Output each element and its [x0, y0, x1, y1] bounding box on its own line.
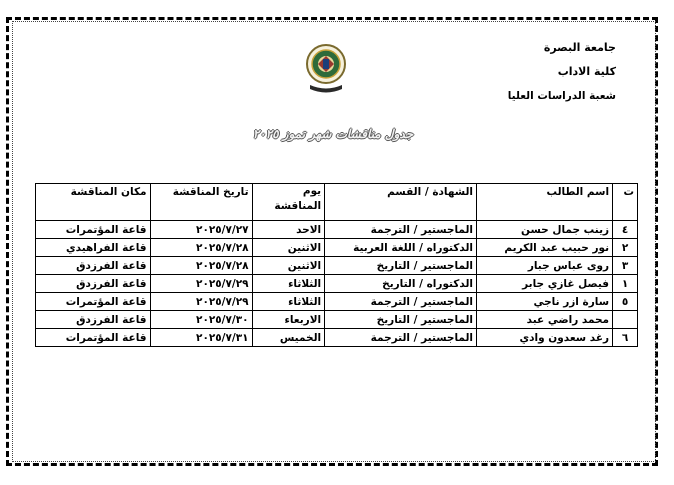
- cell-number: ٤: [613, 221, 638, 239]
- cell-student-name: نور حبيب عبد الكريم: [477, 239, 613, 257]
- cell-student-name: سارة ازر ناجي: [477, 293, 613, 311]
- table-row: [36, 293, 638, 311]
- table-row: [36, 275, 638, 293]
- cell-degree-department: الماجستير / التاريخ: [325, 257, 477, 275]
- institution-header: [486, 36, 616, 108]
- cell-day: الثلاثاء: [252, 293, 325, 311]
- header-defense-day: يوم المناقشة: [252, 184, 325, 221]
- cell-student-name: رغد سعدون وادي: [477, 329, 613, 347]
- cell-date: ٢٠٢٥/٧/٢٧: [150, 221, 252, 239]
- cell-number: ٦: [613, 329, 638, 347]
- schedule-title: جدول مناقشات شهر تموز ٢٠٢٥: [252, 127, 414, 141]
- cell-place: قاعة المؤتمرات: [36, 293, 151, 311]
- table-row: [36, 239, 638, 257]
- cell-date: ٢٠٢٥/٧/٣٠: [150, 311, 252, 329]
- cell-date: ٢٠٢٥/٧/٣١: [150, 329, 252, 347]
- cell-student-name: فيصل غازي جابر: [477, 275, 613, 293]
- department-name: شعبة الدراسات العليا: [507, 90, 616, 102]
- cell-place: قاعة الفراهيدي: [36, 239, 151, 257]
- cell-number: ٥: [613, 293, 638, 311]
- cell-date: ٢٠٢٥/٧/٢٩: [150, 293, 252, 311]
- college-name: كلية الاداب: [557, 65, 616, 78]
- header-defense-date: تاريخ المناقشة: [150, 184, 252, 221]
- university-logo-icon: [304, 40, 348, 100]
- cell-day: الخميس: [252, 329, 325, 347]
- cell-degree-department: الماجستير / الترجمة: [325, 293, 477, 311]
- cell-place: قاعة الفرزدق: [36, 311, 151, 329]
- header-degree-department: الشهادة / القسم: [325, 184, 477, 221]
- cell-place: قاعة المؤتمرات: [36, 221, 151, 239]
- cell-date: ٢٠٢٥/٧/٢٨: [150, 257, 252, 275]
- table-row: [36, 221, 638, 239]
- cell-number: ١: [613, 275, 638, 293]
- cell-day: الاثنين: [252, 239, 325, 257]
- cell-place: قاعة الفرزدق: [36, 257, 151, 275]
- cell-student-name: روى عباس جبار: [477, 257, 613, 275]
- cell-place: قاعة الفرزدق: [36, 275, 151, 293]
- cell-degree-department: الماجستير / الترجمة: [325, 329, 477, 347]
- defense-schedule-table: [35, 183, 638, 347]
- table-row: [36, 257, 638, 275]
- cell-student-name: زينب جمال حسن: [477, 221, 613, 239]
- cell-date: ٢٠٢٥/٧/٢٩: [150, 275, 252, 293]
- table-header-row: [36, 184, 638, 221]
- header-number: ت: [613, 184, 638, 221]
- cell-number: ٢: [613, 239, 638, 257]
- cell-day: الاثنين: [252, 257, 325, 275]
- university-name: جامعة البصرة: [543, 41, 616, 54]
- cell-number: ٣: [613, 257, 638, 275]
- header-student-name: اسم الطالب: [477, 184, 613, 221]
- table-row: [36, 311, 638, 329]
- cell-number: [613, 311, 638, 329]
- cell-student-name: محمد راضي عبد: [477, 311, 613, 329]
- cell-date: ٢٠٢٥/٧/٢٨: [150, 239, 252, 257]
- cell-degree-department: الماجستير / الترجمة: [325, 221, 477, 239]
- cell-degree-department: الماجستير / التاريخ: [325, 311, 477, 329]
- cell-day: الاربعاء: [252, 311, 325, 329]
- cell-place: قاعة المؤتمرات: [36, 329, 151, 347]
- cell-day: الاحد: [252, 221, 325, 239]
- cell-day: الثلاثاء: [252, 275, 325, 293]
- cell-degree-department: الدكتوراه / اللغة العربية: [325, 239, 477, 257]
- cell-degree-department: الدكتوراه / التاريخ: [325, 275, 477, 293]
- table-row: [36, 329, 638, 347]
- header-defense-place: مكان المناقشة: [36, 184, 151, 221]
